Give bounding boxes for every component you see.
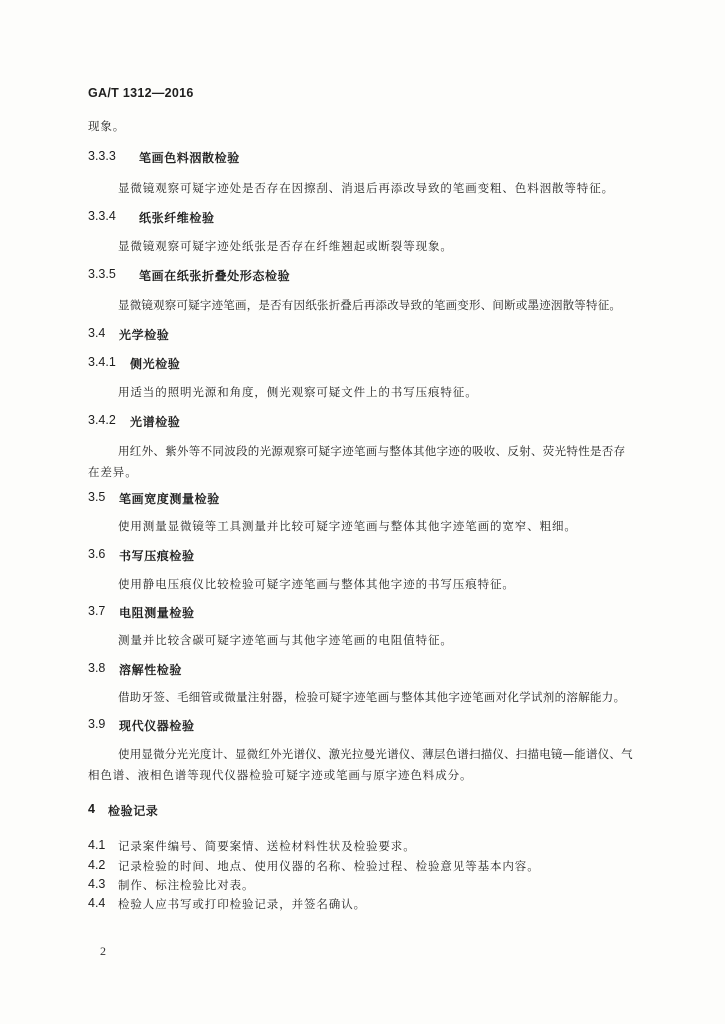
section-heading: 纸张纤维检验	[139, 211, 215, 225]
section-heading: 笔画宽度测量检验	[119, 492, 220, 506]
record-item: 检验人应书写或打印检验记录，并签名确认。	[118, 897, 366, 911]
section-paragraph-continued: 相色谱、液相色谱等现代仪器检验可疑字迹或笔画与原字迹色料成分。	[88, 768, 473, 782]
record-item: 记录案件编号、简要案情、送检材料性状及检验要求。	[118, 839, 416, 853]
section-heading: 电阻测量检验	[119, 606, 195, 620]
section-heading: 光学检验	[119, 328, 170, 342]
standard-code-header: GA/T 1312—2016	[88, 86, 194, 100]
section-paragraph-continued: 在差异。	[88, 465, 138, 479]
section-number: 3.3.5	[88, 267, 116, 281]
section-paragraph: 使用显微分光光度计、显微红外光谱仪、激光拉曼光谱仪、薄层色谱扫描仪、扫描电镜—能谱仪、气	[118, 747, 633, 761]
section-heading: 笔画色料洇散检验	[139, 151, 240, 165]
record-item: 制作、标注检验比对表。	[118, 878, 255, 892]
section-paragraph: 显微镜观察可疑字迹处纸张是否存在纤维翘起或断裂等现象。	[118, 239, 453, 253]
record-number: 4.2	[88, 858, 106, 872]
section-paragraph: 用适当的照明光源和角度，侧光观察可疑文件上的书写压痕特征。	[118, 385, 478, 399]
record-item: 记录检验的时间、地点、使用仪器的名称、检验过程、检验意见等基本内容。	[118, 859, 540, 873]
section-paragraph: 使用测量显微镜等工具测量并比较可疑字迹笔画与整体其他字迹笔画的宽窄、粗细。	[118, 519, 577, 533]
record-number: 4.1	[88, 838, 106, 852]
section-paragraph: 借助牙签、毛细管或微量注射器，检验可疑字迹笔画与整体其他字迹笔画对化学试剂的溶解能力。	[118, 690, 626, 704]
section-paragraph: 使用静电压痕仪比较检验可疑字迹笔画与整体其他字迹的书写压痕特征。	[118, 577, 515, 591]
section-number: 3.7	[88, 604, 106, 618]
section-number: 3.9	[88, 717, 106, 731]
section-heading: 侧光检验	[130, 357, 181, 371]
section-heading: 书写压痕检验	[119, 549, 195, 563]
section-number: 3.3.4	[88, 209, 116, 223]
section-number: 3.6	[88, 547, 106, 561]
page-number: 2	[100, 944, 106, 958]
section-heading: 现代仪器检验	[119, 719, 195, 733]
chapter-number: 4	[88, 802, 95, 816]
continued-text: 现象。	[88, 119, 126, 133]
chapter-heading: 检验记录	[108, 804, 159, 818]
section-paragraph: 测量并比较含碳可疑字迹笔画与其他字迹笔画的电阻值特征。	[118, 633, 453, 647]
section-heading: 光谱检验	[130, 415, 181, 429]
section-number: 3.4.2	[88, 413, 116, 427]
section-paragraph: 显微镜观察可疑字迹处是否存在因擦刮、消退后再添改导致的笔画变粗、色料洇散等特征。	[118, 181, 614, 195]
section-heading: 笔画在纸张折叠处形态检验	[139, 269, 291, 283]
record-number: 4.3	[88, 877, 106, 891]
section-number: 3.4	[88, 326, 106, 340]
section-number: 3.4.1	[88, 355, 116, 369]
record-number: 4.4	[88, 896, 106, 910]
section-number: 3.3.3	[88, 149, 116, 163]
section-number: 3.5	[88, 490, 106, 504]
section-paragraph: 用红外、紫外等不同波段的光源观察可疑字迹笔画与整体其他字迹的吸收、反射、荧光特性是否存	[118, 444, 626, 458]
section-heading: 溶解性检验	[119, 663, 183, 677]
section-paragraph: 显微镜观察可疑字迹笔画，是否有因纸张折叠后再添改导致的笔画变形、间断或墨迹洇散等特征。	[118, 298, 622, 312]
section-number: 3.8	[88, 661, 106, 675]
